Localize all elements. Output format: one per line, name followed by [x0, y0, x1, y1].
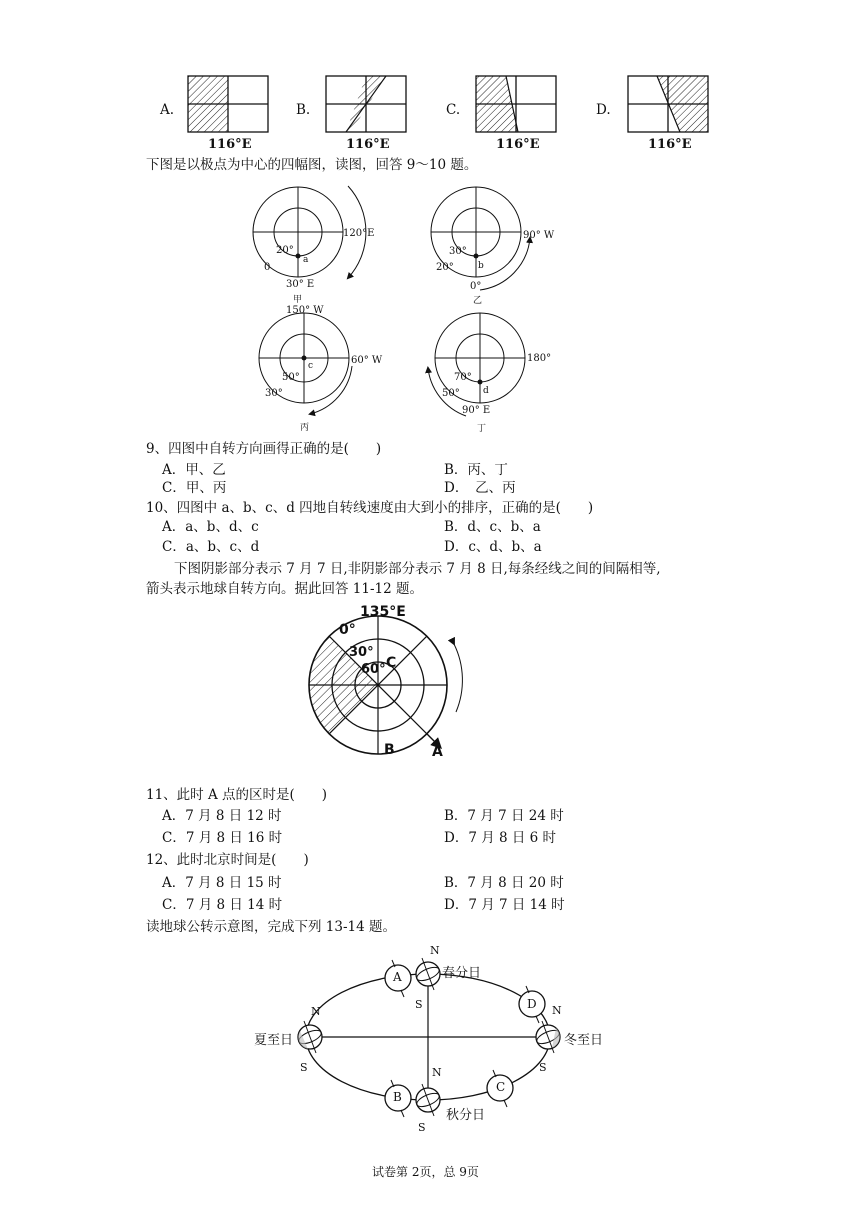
orbit-n-winter: N	[552, 1004, 562, 1017]
intro-11-12-line2: 箭头表示地球自转方向。据此回答 11-12 题。	[146, 581, 423, 597]
q10-stem: 10、四图中 a、b、c、d 四地自转线速度由大到小的排序，正确的是( )	[146, 500, 594, 516]
yi-outer-lat: 20°	[436, 262, 454, 273]
q11-option-a: A．7 月 8 日 12 时	[162, 808, 282, 824]
earth-spring	[415, 958, 441, 990]
fig11-lon0: 0°	[339, 622, 356, 638]
q9-stem: 9、四图中自转方向画得正确的是( )	[146, 441, 382, 457]
q8-option-d-meridian: 116°E	[648, 137, 692, 152]
yi-right-lon: 90° W	[523, 230, 555, 241]
q12-option-c: C．7 月 8 日 14 时	[162, 897, 283, 913]
page-footer: 试卷第 2页，总 9页	[372, 1165, 479, 1179]
orbit-s-autumn: S	[418, 1121, 426, 1134]
q10-option-d: D．c、d、b、a	[444, 539, 542, 555]
q12-option-a: A．7 月 8 日 15 时	[162, 875, 282, 891]
bing-top-lon: 150° W	[286, 305, 324, 316]
q9-option-a: A．甲、乙	[162, 462, 226, 478]
q8-options	[0, 60, 860, 160]
q10-option-b: B．d、c、b、a	[444, 519, 541, 535]
ding-bottom-lon: 90° E	[462, 405, 491, 416]
jia-name: 甲	[293, 295, 303, 305]
q8-option-a-diagram	[188, 76, 268, 132]
jia-right-lon: 120°E	[343, 228, 375, 239]
yi-bottom-lon: 0°	[470, 281, 482, 292]
q12-stem: 12、此时北京时间是( )	[146, 852, 309, 868]
q8-option-diagrams	[0, 60, 860, 160]
fig11-lat30: 30°	[349, 645, 374, 660]
q12-option-b: B．7 月 8 日 20 时	[444, 875, 564, 891]
earth-summer	[297, 1021, 323, 1053]
ding-inner-lat: 70°	[454, 372, 472, 383]
orbit-n-autumn: N	[432, 1066, 442, 1079]
q12-option-d: D．7 月 7 日 14 时	[444, 897, 565, 913]
q8-option-b-diagram	[326, 76, 406, 132]
orbit-s-winter: S	[539, 1061, 547, 1074]
q10-option-c: C．a、b、c、d	[162, 539, 260, 555]
jia-inner-lat: 20°	[276, 245, 294, 256]
orbit-earth-a-label: A	[393, 970, 402, 984]
ding-point: d	[483, 386, 489, 396]
q8-option-a-meridian: 116°E	[208, 137, 252, 152]
polar-fig-yi	[431, 187, 530, 290]
orbit-earth-b-label: B	[393, 1090, 402, 1104]
orbit-label-spring: 春分日	[442, 966, 482, 981]
q9-option-b: B．丙、丁	[444, 462, 508, 478]
q8-option-c-letter: C.	[446, 102, 461, 118]
polar-fig-ding	[428, 313, 525, 416]
q8-option-b-meridian: 116°E	[346, 137, 390, 152]
bing-inner-lat: 50°	[282, 372, 300, 383]
q11-option-b: B．7 月 7 日 24 时	[444, 808, 564, 824]
yi-point: b	[478, 261, 484, 271]
q9-option-d: D． 乙、丙	[444, 480, 516, 496]
bing-name: 丙	[300, 423, 310, 433]
q8-option-b-letter: B.	[296, 102, 311, 118]
q11-option-c: C．7 月 8 日 16 时	[162, 830, 283, 846]
q10-option-a: A．a、b、d、c	[162, 519, 259, 535]
fig11-point-a: A	[432, 744, 443, 760]
bing-point: c	[308, 361, 314, 371]
ding-outer-lat: 50°	[442, 388, 460, 399]
orbit-label-summer: 夏至日	[254, 1033, 294, 1048]
earth-autumn	[415, 1084, 441, 1116]
orbit-s-spring: S	[415, 998, 423, 1011]
orbit-earth-c-label: C	[496, 1080, 506, 1094]
orbit-label-autumn: 秋分日	[446, 1108, 486, 1123]
polar-figures	[230, 180, 590, 440]
q8-option-d-diagram	[628, 76, 708, 132]
orbit-s-summer: S	[300, 1061, 308, 1074]
ding-right-lon: 180°	[527, 353, 552, 364]
fig11-point-b: B	[384, 742, 395, 758]
fig11-top-lon: 135°E	[360, 604, 406, 620]
jia-bottom-lon: 30° E	[286, 279, 315, 290]
jia-point: a	[303, 255, 309, 265]
earth-winter	[535, 1021, 561, 1053]
yi-inner-lat: 30°	[449, 246, 467, 257]
intro-13-14: 读地球公转示意图，完成下列 13-14 题。	[146, 919, 397, 935]
orbit-n-summer: N	[311, 1005, 321, 1018]
bing-right-lon: 60° W	[351, 355, 383, 366]
ding-name: 丁	[477, 424, 487, 434]
q8-option-c-diagram	[476, 76, 556, 132]
q8-option-c-meridian: 116°E	[496, 137, 540, 152]
q8-option-a-letter: A.	[160, 102, 175, 118]
fig11-point-c: C	[386, 655, 397, 671]
orbit-n-spring: N	[430, 944, 440, 957]
jia-outer-lat: 0	[264, 262, 271, 273]
q8-option-d-letter: D.	[596, 102, 611, 118]
fig11-lat60: 60°	[361, 662, 386, 677]
intro-11-12-line1: 下图阴影部分表示 7 月 7 日,非阴影部分表示 7 月 8 日,每条经线之间的间隔相等,	[174, 561, 661, 577]
q11-stem: 11、此时 A 点的区时是( )	[146, 787, 328, 803]
q9-option-c: C．甲、丙	[162, 480, 227, 496]
yi-name: 乙	[473, 296, 483, 306]
q11-option-d: D．7 月 8 日 6 时	[444, 830, 557, 846]
bing-outer-lat: 30°	[265, 388, 283, 399]
intro-9-10: 下图是以极点为中心的四幅图，读图，回答 9～10 题。	[146, 157, 478, 173]
orbit-label-winter: 冬至日	[564, 1033, 604, 1048]
orbit-earth-d-label: D	[527, 997, 537, 1011]
